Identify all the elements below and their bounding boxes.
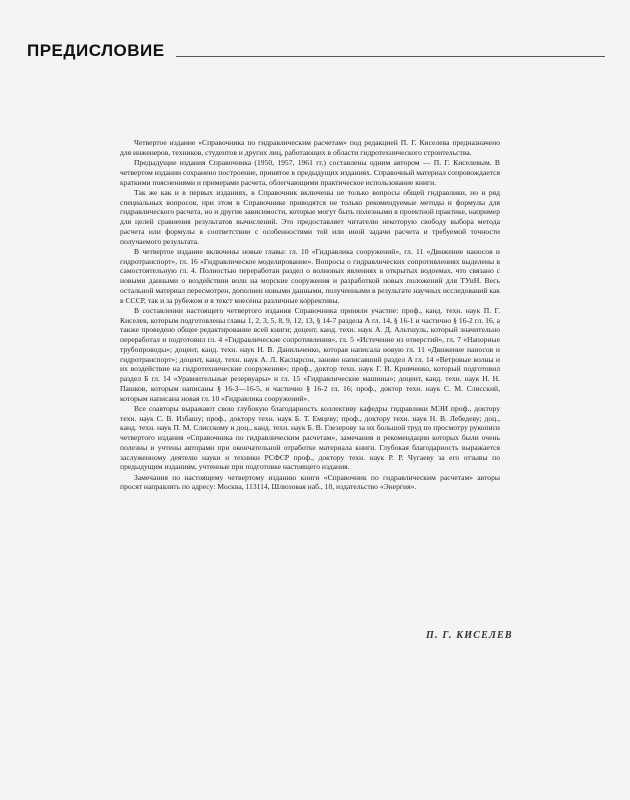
heading-rule	[176, 56, 605, 57]
paragraph: В четвертое издание включены новые главы: гл. 10 «Гидравлика сооружений», гл. 11 «Движение наносов и гидротранспорт», гл. 16 «Гидравлическое моделирование». Вопросы о гидравлических сопротивлениях выделены в самостоятельную гл. 4. Полностью переработан раздел о волновых явлениях в открытых водоемах, что связано с новыми данными о воздействии волн на морские сооружения и разработкой новых положений для ТУиН. Весь остальной материал пересмотрен, дополнен новыми данными, полученными в результате научных исследований как в СССР, так и за рубежом и в текст внесены различные коррективы.	[120, 246, 500, 305]
preface-body	[120, 138, 500, 492]
paragraph: Замечания по настоящему четвертому изданию книги «Справочник по гидравлическим расчетам» авторы просят направлять по адресу: Москва, 113114, Шлюзовая наб., 10, издательство «Энергия».	[120, 472, 500, 492]
paragraph: В составлении настоящего четвертого издания Справочника приняли участие: проф., канд. техн. наук П. Г. Киселев, которым подготовлены главы 1, 2, 3, 5, 8, 9, 12, 13, § 14-7 раздела А гл. 14, § 16-1 и частично § 16-2 гл. 16, а также проведено общее редактирование всей книги; доцент, канд. техн. наук А. Д. Альтшуль, который значительно переработал и подготовил гл. 4 «Гидравлические сопротивления», гл. 5 «Истечение из отверстий», гл. 7 «Напорные трубопроводы»; доцент, канд. техн. наук Н. В. Данильченко, которая написала новую гл. 11 «Движение наносов и гидротранспорт»; доцент, канд. техн. наук А. Л. Каспарсон, заново написавший раздел А гл. 14 «Ветровые волны и их воздействие на гидротехнические сооружения»; проф., доктор техн. наук Г. И. Кривченко, который подготовил раздел Б гл. 14 «Уравнительные резервуары» и гл. 15 «Гидравлические машины»; доцент, канд. техн. наук Н. Н. Пашков, которым написаны § 16-3—16-5, и частично § 16-2 гл. 16; проф., доктор техн. наук С. М. Слисский, которым написана новая гл. 10 «Гидравлика сооружений».	[120, 305, 500, 403]
paragraph: Четвертое издание «Справочника по гидравлическим расчетам» под редакцией П. Г. Киселева предназначено для инженеров, техников, студентов и других лиц, работающих в области гидротехнического строительства.	[120, 138, 500, 157]
paragraph: Все соавторы выражают свою глубокую благодарность коллективу кафедры гидравлики МЭИ проф., доктору техн. наук С. В. Избашу; проф., доктору техн. наук Б. Т. Емцеву; проф., доктору техн. наук Н. В. Лебедеву; доц., канд. техн. наук П. М. Слисскому и доц., канд. техн. наук Б. В. Глезерову за их большой труд по просмотру рукописи четвертого издания «Справочника по гидравлическим расчетам», замечания и рекомендации которых были очень полезны и учтены авторами при окончательной отработке материала книги. Глубокая благодарность выражается заслуженному деятелю науки и техники РСФСР проф., доктору техн. наук Р. Р. Чугаеву за его отзывы по предыдущим изданиям, учтенные при подготовке настоящего издания.	[120, 403, 500, 472]
paragraph: Предыдущие издания Справочника (1950, 1957, 1961 гг.) составлены одним автором — П. Г. Киселевым. В четвертом издании сохранено построение, принятое в предыдущих изданиях. Справочный материал сопровождается краткими пояснениями и примерами расчета, облегчающими практическое использование книги.	[120, 158, 500, 187]
paragraph: Так же как и в первых изданиях, в Справочник включены не только вопросы общей гидравлики, но и ряд специальных вопросов, при этом в Справочнике приводятся не только рекомендуемые методы и формулы для гидравлического расчета, но и другие зависимости, которые могут быть полезными в проектной практике, например для целей сравнения результатов вычислений. Это предоставляет читателю некоторую свободу выбора метода расчета или формулы в соответствии с особенностями той или иной задачи расчета и требуемой точности получаемого результата.	[120, 187, 500, 246]
author-signature: П. Г. КИСЕЛЕВ	[426, 630, 513, 641]
page-heading: ПРЕДИСЛОВИЕ	[27, 41, 165, 60]
